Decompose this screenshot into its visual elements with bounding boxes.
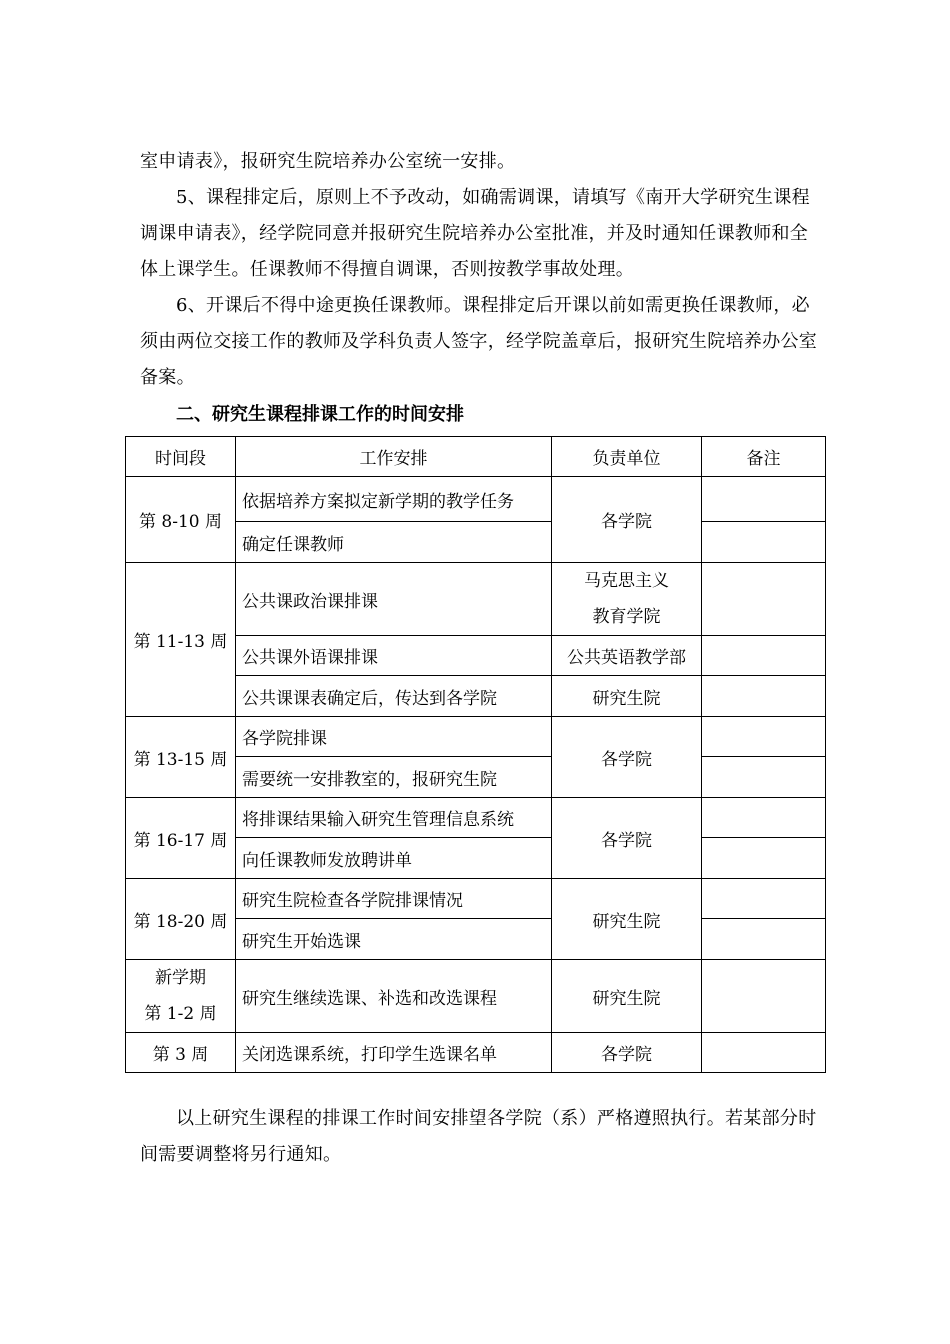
period-cell: 第 16-17 周 (126, 798, 236, 879)
period-cell: 第 11-13 周 (126, 563, 236, 717)
note-cell (702, 563, 826, 636)
table-row (126, 477, 826, 522)
unit-line: 教育学院 (592, 607, 661, 627)
note-cell (702, 522, 826, 563)
table-header-row (126, 437, 826, 477)
table-row (126, 798, 826, 838)
note-cell (702, 838, 826, 879)
period-cell: 第 18-20 周 (126, 879, 236, 960)
task-cell: 公共课政治课排课 (236, 563, 552, 636)
note-cell (702, 919, 826, 960)
task-cell: 关闭选课系统，打印学生选课名单 (236, 1033, 552, 1073)
closing-paragraph: 以上研究生课程的排课工作时间安排望各学院（系）严格遵照执行。若某部分时间需要调整将另行通知。 (140, 1108, 817, 1165)
unit-cell: 研究生院 (552, 676, 702, 717)
unit-cell: 各学院 (552, 717, 702, 798)
table-row (126, 717, 826, 757)
unit-cell: 各学院 (552, 798, 702, 879)
note-cell (702, 879, 826, 919)
unit-line: 马克思主义 (584, 571, 669, 591)
header-task: 工作安排 (236, 437, 552, 477)
period-cell (126, 960, 236, 1033)
period-line: 新学期 (155, 968, 206, 988)
table-row (126, 879, 826, 919)
task-cell: 研究生开始选课 (236, 919, 552, 960)
note-cell (702, 1033, 826, 1073)
header-unit: 负责单位 (552, 437, 702, 477)
period-cell: 第 3 周 (126, 1033, 236, 1073)
note-cell (702, 636, 826, 676)
schedule-table (125, 436, 826, 1073)
unit-cell (552, 563, 702, 636)
header-period: 时间段 (126, 437, 236, 477)
note-cell (702, 960, 826, 1033)
task-cell: 公共课课表确定后，传达到各学院 (236, 676, 552, 717)
table-row (126, 1033, 826, 1073)
task-cell: 各学院排课 (236, 717, 552, 757)
task-cell: 研究生院检查各学院排课情况 (236, 879, 552, 919)
note-cell (702, 477, 826, 522)
unit-cell: 各学院 (552, 477, 702, 563)
note-cell (702, 757, 826, 798)
unit-cell: 研究生院 (552, 879, 702, 960)
unit-cell: 各学院 (552, 1033, 702, 1073)
task-cell: 向任课教师发放聘讲单 (236, 838, 552, 879)
task-cell: 研究生继续选课、补选和改选课程 (236, 960, 552, 1033)
paragraph-continuation: 室申请表》，报研究生院培养办公室统一安排。 (140, 151, 516, 172)
task-cell: 依据培养方案拟定新学期的教学任务 (236, 477, 552, 522)
note-cell (702, 798, 826, 838)
period-cell: 第 8-10 周 (126, 477, 236, 563)
task-cell: 将排课结果输入研究生管理信息系统 (236, 798, 552, 838)
table-row (126, 960, 826, 1033)
section-heading: 二、研究生课程排课工作的时间安排 (176, 404, 464, 425)
paragraph-item-6: 6、开课后不得中途更换任课教师。课程排定后开课以前如需更换任课教师，必须由两位交接工作的教师及学科负责人签字，经学院盖章后，报研究生院培养办公室备案。 (140, 295, 818, 388)
period-cell: 第 13-15 周 (126, 717, 236, 798)
table-row (126, 563, 826, 636)
note-cell (702, 676, 826, 717)
task-cell: 确定任课教师 (236, 522, 552, 563)
note-cell (702, 717, 826, 757)
paragraph-item-5: 5、课程排定后，原则上不予改动，如确需调课，请填写《南开大学研究生课程调课申请表》，经学院同意并报研究生院培养办公室批准，并及时通知任课教师和全体上课学生。任课教师不得擅自调课，否则按教学事故处理。 (140, 187, 810, 280)
unit-cell: 研究生院 (552, 960, 702, 1033)
unit-cell: 公共英语教学部 (552, 636, 702, 676)
task-cell: 需要统一安排教室的，报研究生院 (236, 757, 552, 798)
period-line: 第 1-2 周 (144, 1004, 217, 1024)
header-note: 备注 (702, 437, 826, 477)
task-cell: 公共课外语课排课 (236, 636, 552, 676)
